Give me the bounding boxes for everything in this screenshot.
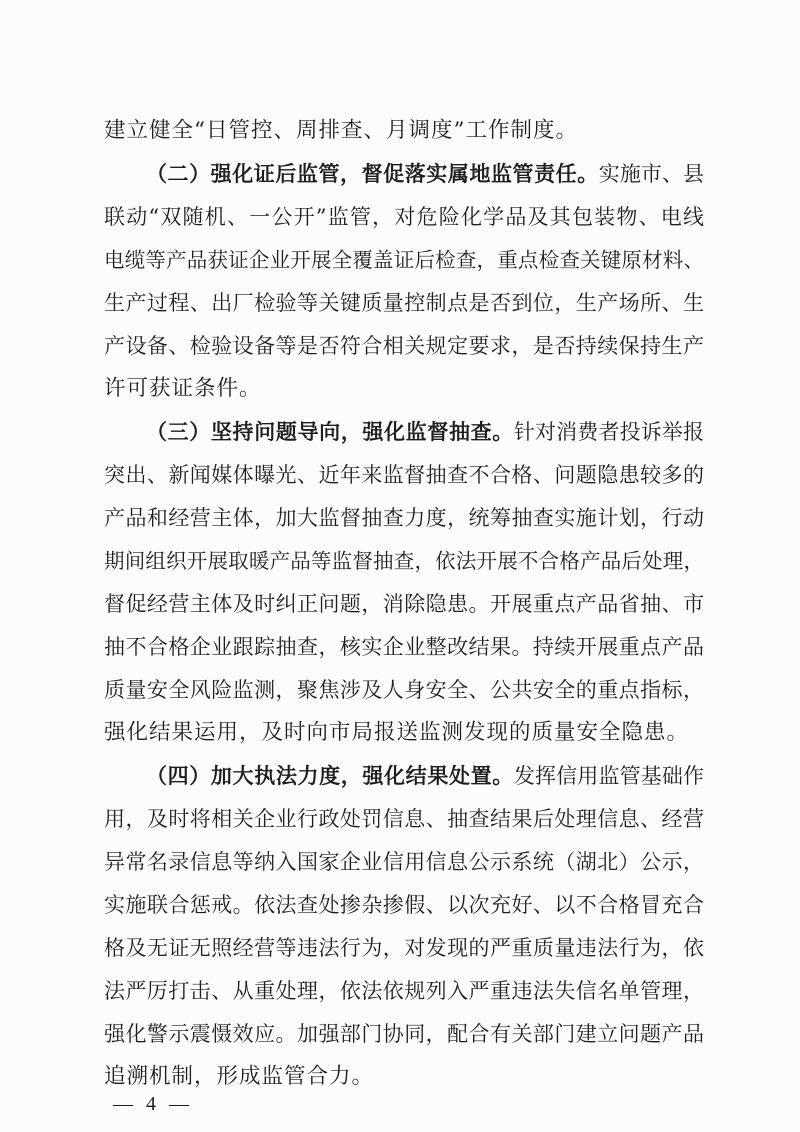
text-line: 用，及时将相关企业行政处罚信息、抽查结果后处理信息、经营 [104,807,704,831]
section-first-line [146,154,704,194]
section-heading: （二）强化证后监管，督促落实属地监管责任。 [146,162,599,186]
text-line: 实施联合惩戒。依法查处掺杂掺假、以次充好、以不合格冒充合 [104,893,704,917]
section-text: 针对消费者投诉举报 [513,420,704,444]
section-first-line [146,756,704,796]
text-line: 法严厉打击、从重处理，依法依规列入严重违法失信名单管理， [104,979,704,1003]
section-heading: （三）坚持问题导向，强化监督抽查。 [146,420,514,444]
text-line: 联动“双随机、一公开”监管，对危险化学品及其包装物、电线 [104,205,704,229]
text-line: 产设备、检验设备等是否符合相关规定要求，是否持续保持生产 [104,334,704,358]
section-text: 发挥信用监管基础作 [513,764,704,788]
text-line: 电缆等产品获证企业开展全覆盖证后检查，重点检查关键原材料、 [104,248,704,272]
text-line: 抽不合格企业跟踪抽查，核实企业整改结果。持续开展重点产品 [104,635,704,659]
text-line: 格及无证无照经营等违法行为，对发现的严重质量违法行为，依 [104,936,704,960]
text-line: 建立健全“日管控、周排查、月调度”工作制度。 [104,118,578,143]
text-line: 许可获证条件。 [104,376,262,401]
page-number: — 4 — [113,1093,193,1115]
section-heading: （四）加大执法力度，强化结果处置。 [146,764,514,788]
text-line: 强化结果运用，及时向市局报送监测发现的质量安全隐患。 [104,720,690,745]
text-line: 异常名录信息等纳入国家企业信用信息公示系统（湖北）公示， [104,850,704,874]
text-line: 督促经营主体及时纠正问题，消除隐患。开展重点产品省抽、市 [104,592,704,616]
text-line: 期间组织开展取暖产品等监督抽查，依法开展不合格产品后处理， [104,549,704,573]
text-line: 产品和经营主体，加大监督抽查力度，统筹抽查实施计划，行动 [104,506,704,530]
text-line: 生产过程、出厂检验等关键质量控制点是否到位，生产场所、生 [104,291,704,315]
text-line: 追溯机制，形成监管合力。 [104,1064,375,1089]
text-line: 强化警示震慑效应。加强部门协同，配合有关部门建立问题产品 [104,1022,704,1046]
text-line: 质量安全风险监测，聚焦涉及人身安全、公共安全的重点指标， [104,678,704,702]
section-first-line [146,412,704,452]
text-line: 突出、新闻媒体曝光、近年来监督抽查不合格、问题隐患较多的 [104,463,704,487]
section-text: 实施市、县 [598,162,704,186]
